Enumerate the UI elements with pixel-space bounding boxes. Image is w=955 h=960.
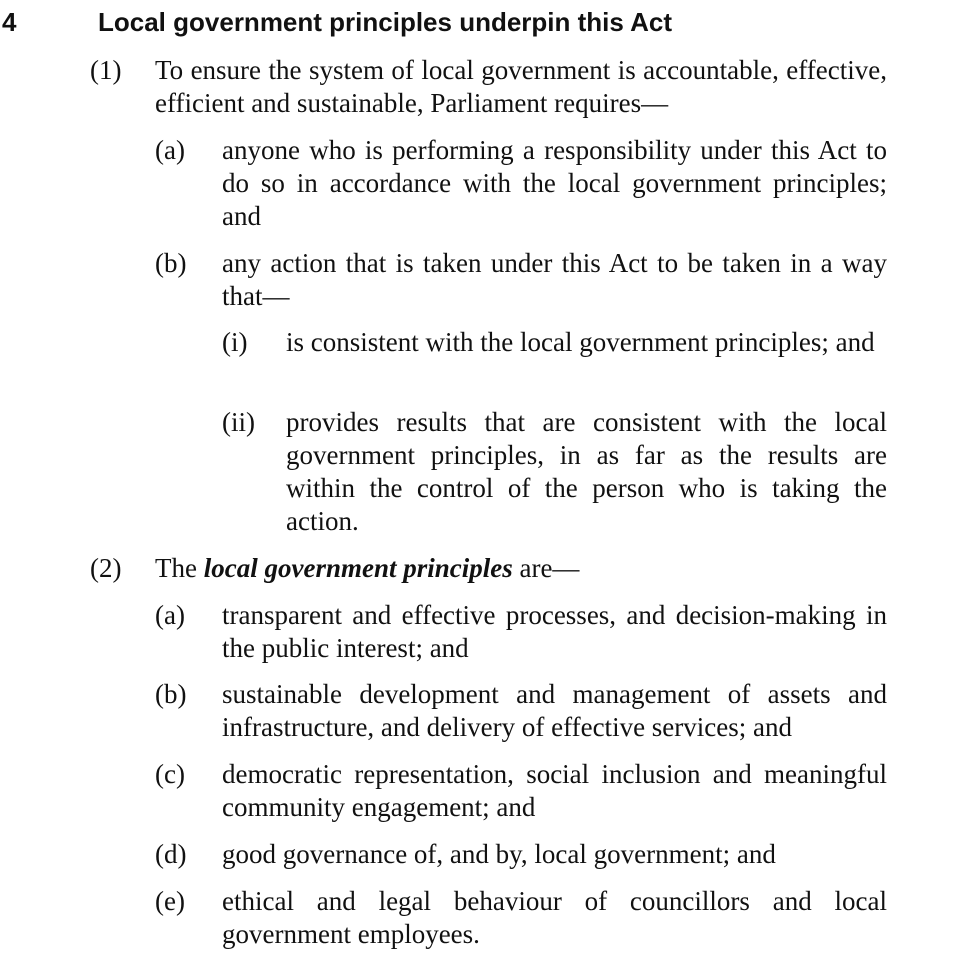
paragraph-number: (e) bbox=[155, 886, 185, 916]
paragraph-number: (d) bbox=[155, 839, 187, 869]
paragraph-number: (c) bbox=[155, 759, 185, 789]
section-title: Local government principles underpin this Act bbox=[98, 7, 673, 37]
subparagraph-text: provides results that are consistent with the local government principles, in as far as the results are within the control of the person who is taking the action. bbox=[286, 407, 887, 536]
paragraph-number: (b) bbox=[155, 679, 187, 709]
paragraph-text: ethical and legal behaviour of councillors and local government employees. bbox=[222, 886, 887, 949]
subsection-text bbox=[155, 552, 887, 585]
paragraph-text: sustainable development and management of assets and infrastructure, and delivery of effective services; and bbox=[222, 679, 887, 742]
section-number: 4 bbox=[2, 7, 17, 37]
paragraph-text: democratic representation, social inclusion and meaningful community engagement; and bbox=[222, 759, 887, 822]
paragraph-text: good governance of, and by, local government; and bbox=[222, 839, 776, 869]
paragraph-text: any action that is taken under this Act to be taken in a way that— bbox=[222, 248, 887, 311]
subsection-text: To ensure the system of local government is accountable, effective, efficient and sustainable, Parliament requires— bbox=[155, 55, 887, 118]
paragraph-text: anyone who is performing a responsibility under this Act to do so in accordance with the local government principles; and bbox=[222, 135, 887, 231]
paragraph-number: (b) bbox=[155, 248, 187, 278]
subsection-number: (1) bbox=[90, 55, 122, 85]
paragraph-number: (a) bbox=[155, 600, 185, 630]
subparagraph-number: (ii) bbox=[222, 407, 255, 437]
subparagraph-number: (i) bbox=[222, 327, 248, 357]
subparagraph-text: is consistent with the local government principles; and bbox=[286, 327, 875, 357]
defined-term: local government principles bbox=[203, 553, 513, 583]
subsection-number: (2) bbox=[90, 553, 122, 583]
subsection-text-after: are— bbox=[512, 553, 580, 583]
subsection-text-before: The bbox=[155, 553, 204, 583]
paragraph-number: (a) bbox=[155, 135, 185, 165]
paragraph-text: transparent and effective processes, and decision-making in the public interest; and bbox=[222, 600, 887, 663]
